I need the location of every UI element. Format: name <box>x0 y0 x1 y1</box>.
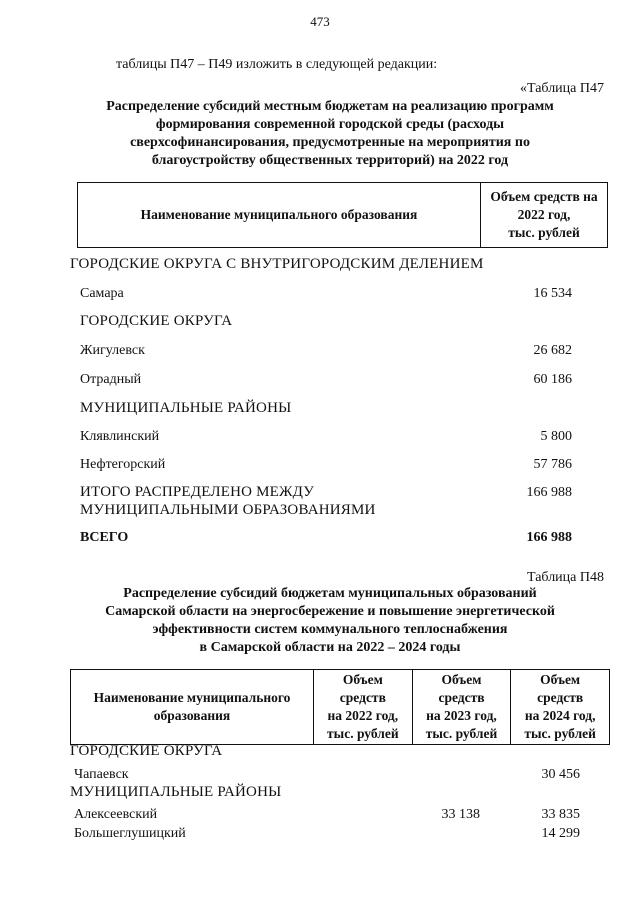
header-name-col: Наименование муниципального образования <box>78 183 481 248</box>
title-line: Самарской области на энергосбережение и повышение энергетической <box>105 604 555 619</box>
table-row-value: 5 800 <box>540 429 572 444</box>
header-2022-col <box>314 670 413 745</box>
header-line: средств <box>339 690 386 705</box>
section-heading: МУНИЦИПАЛЬНЫЕ РАЙОНЫ <box>70 784 282 800</box>
title-line: Распределение субсидий местным бюджетам на реализацию программ <box>106 99 554 114</box>
table-row-name: Нефтегорский <box>80 457 166 472</box>
section-heading: ГОРОДСКИЕ ОКРУГА С ВНУТРИГОРОДСКИМ ДЕЛЕНИЕМ <box>70 256 484 272</box>
table-row-value-2024: 14 299 <box>541 826 580 841</box>
table-row-value-2024: 33 835 <box>541 807 580 822</box>
total-distributed-label-line2: МУНИЦИПАЛЬНЫМИ ОБРАЗОВАНИЯМИ <box>80 502 376 518</box>
header-line: Объем <box>540 672 581 687</box>
title-line: Распределение субсидий бюджетам муниципальных образований <box>123 586 537 601</box>
table-row-name: Чапаевск <box>74 767 129 782</box>
section-heading: ГОРОДСКИЕ ОКРУГА <box>70 743 223 759</box>
title-line: в Самарской области на 2022 – 2024 годы <box>199 640 461 655</box>
header-line: тыс. рублей <box>327 726 399 741</box>
header-line: на 2024 год, <box>524 708 596 723</box>
header-name-col <box>71 670 314 745</box>
table-p47-header <box>77 182 608 248</box>
header-line: Объем <box>441 672 482 687</box>
header-line: Объем <box>342 672 383 687</box>
header-line: Наименование муниципального <box>93 690 291 705</box>
table-p48-label: Таблица П48 <box>527 570 604 585</box>
page-number: 473 <box>310 14 330 29</box>
header-line: на 2023 год, <box>426 708 497 723</box>
table-row-value-2024: 30 456 <box>541 767 580 782</box>
table-row-name: Алексеевский <box>74 807 158 822</box>
table-p48-title <box>70 585 590 657</box>
total-distributed-label: ИТОГО РАСПРЕДЕЛЕНО МЕЖДУ <box>80 484 315 500</box>
table-row-value: 60 186 <box>533 372 572 387</box>
header-amount-col <box>481 183 608 248</box>
grand-total-value: 166 988 <box>526 530 572 545</box>
table-row-name: Самара <box>80 286 124 301</box>
header-line: Объем средств на <box>490 189 598 204</box>
table-row-value: 57 786 <box>533 457 572 472</box>
table-row-name: Клявлинский <box>80 429 160 444</box>
header-2024-col <box>511 670 610 745</box>
grand-total-label: ВСЕГО <box>80 530 129 545</box>
header-line: на 2022 год, <box>327 708 399 723</box>
table-row-name: Большеглушицкий <box>74 826 186 841</box>
title-line: эффективности систем коммунального теплоснабжения <box>152 622 508 637</box>
header-line: тыс. рублей <box>508 225 580 240</box>
title-line: формирования современной городской среды (расходы <box>155 117 505 132</box>
table-p48-header <box>70 669 610 745</box>
table-row-value-2023: 33 138 <box>441 807 480 822</box>
section-heading: ГОРОДСКИЕ ОКРУГА <box>80 313 233 329</box>
header-line: средств <box>438 690 485 705</box>
header-line: образования <box>153 708 231 723</box>
header-line: тыс. рублей <box>425 726 498 741</box>
intro-text: таблицы П47 – П49 изложить в следующей редакции: <box>116 57 438 72</box>
total-distributed-value: 166 988 <box>526 485 572 500</box>
table-row-value: 26 682 <box>533 343 572 358</box>
title-line: благоустройству общественных территорий) на 2022 год <box>151 153 509 168</box>
title-line: сверхсофинансирования, предусмотренные на мероприятия по <box>130 135 530 150</box>
table-row-name: Отрадный <box>80 372 142 387</box>
header-2023-col <box>412 670 511 745</box>
table-row-name: Жигулевск <box>80 343 145 358</box>
table-p47-label: «Таблица П47 <box>520 81 604 96</box>
table-row-value: 16 534 <box>533 286 572 301</box>
header-line: 2022 год, <box>517 207 571 222</box>
header-line: тыс. рублей <box>524 726 596 741</box>
section-heading: МУНИЦИПАЛЬНЫЕ РАЙОНЫ <box>80 400 292 416</box>
table-p47-title <box>70 98 590 170</box>
header-line: средств <box>537 690 584 705</box>
